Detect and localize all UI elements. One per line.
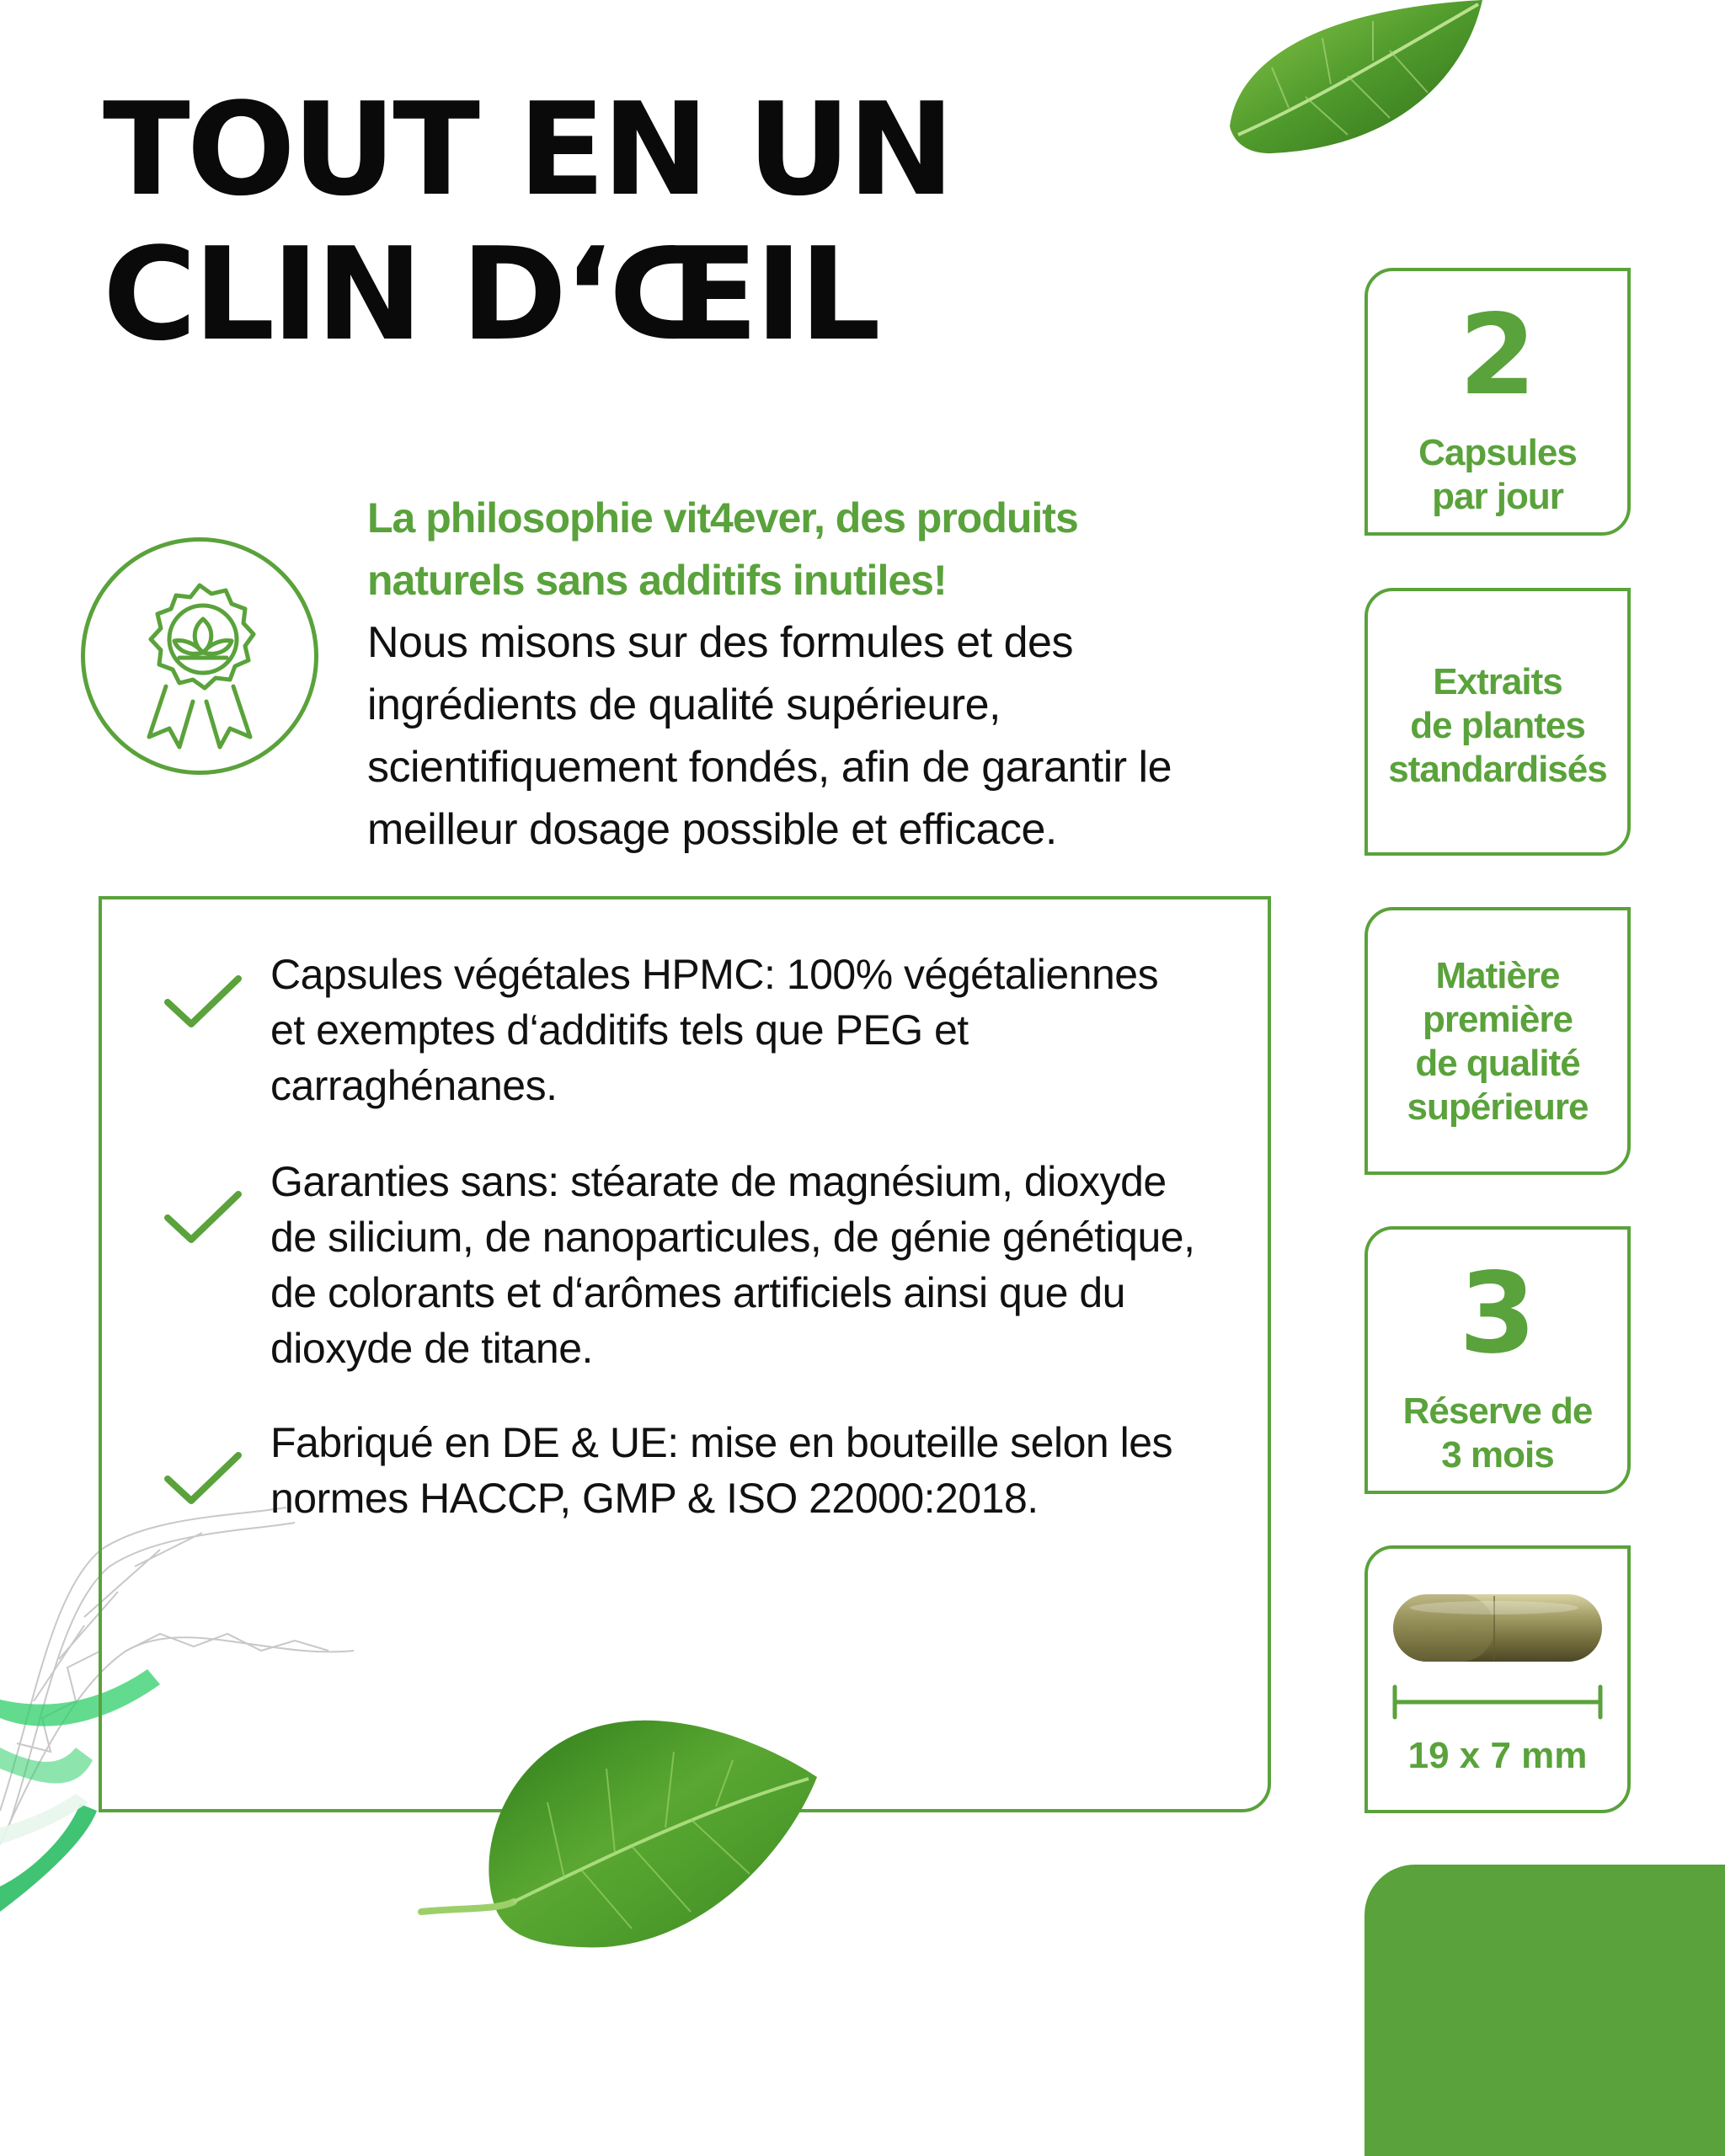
reserve-number: 3 xyxy=(1459,1249,1536,1379)
quality-label-line: première xyxy=(1423,999,1573,1040)
quality-label-line: supérieure xyxy=(1407,1086,1589,1128)
feature-text xyxy=(270,1415,1222,1526)
quality-label-line: Matière xyxy=(1435,955,1560,996)
feature-line: Capsules végétales HPMC: 100% végétaliennes xyxy=(270,951,1159,998)
leaf-image-bottom xyxy=(413,1701,825,1962)
info-box-capsule-size xyxy=(1365,1545,1631,1813)
capsules-count: 2 xyxy=(1459,291,1536,420)
feature-text xyxy=(270,947,1222,1113)
philosophy-body-line: Nous misons sur des formules et des xyxy=(367,618,1073,667)
philosophy-body-line: ingrédients de qualité supérieure, xyxy=(367,680,1001,729)
philosophy-body xyxy=(367,611,1285,861)
philosophy-body-line: meilleur dosage possible et efficace. xyxy=(367,805,1057,854)
checkmark-icon xyxy=(163,1187,243,1248)
award-rosette-leaf-icon xyxy=(85,542,314,771)
title-line-1: TOUT EN UN xyxy=(103,75,952,224)
leaf-image-top xyxy=(1213,0,1491,160)
reserve-label-line: 3 mois xyxy=(1441,1434,1554,1476)
capsule-size-label: 19 x 7 mm xyxy=(1407,1735,1588,1776)
award-badge xyxy=(81,537,318,775)
feature-line: de colorants et d‘arômes artificiels ainsi que du xyxy=(270,1269,1125,1316)
philosophy-body-line: scientifiquement fondés, afin de garantir le xyxy=(367,743,1172,792)
info-box-quality xyxy=(1365,907,1631,1175)
philosophy-title-line: La philosophie vit4ever, des produits xyxy=(367,494,1078,542)
philosophy-title-line: naturels sans additifs inutiles! xyxy=(367,557,947,604)
philosophy-title xyxy=(367,487,1285,611)
extracts-label-line: Extraits xyxy=(1433,661,1562,702)
feature-line: de silicium, de nanoparticules, de génie génétique, xyxy=(270,1214,1195,1261)
info-box-capsules xyxy=(1365,268,1631,536)
checkmark-icon xyxy=(163,1449,243,1509)
info-box-reserve xyxy=(1365,1226,1631,1494)
info-box-extracts xyxy=(1365,588,1631,856)
green-accent-block xyxy=(1365,1865,1725,2156)
capsules-label-line: par jour xyxy=(1432,476,1563,517)
feature-line: dioxyde de titane. xyxy=(270,1325,593,1372)
reserve-label-line: Réserve de xyxy=(1402,1390,1593,1432)
feature-line: Garanties sans: stéarate de magnésium, dioxyde xyxy=(270,1158,1167,1205)
philosophy-section xyxy=(367,487,1285,861)
capsules-label-line: Capsules xyxy=(1418,432,1577,473)
feature-line: et exemptes d‘additifs tels que PEG et xyxy=(270,1006,969,1054)
title-line-2: CLIN D‘ŒIL xyxy=(103,220,878,369)
extracts-label-line: de plantes xyxy=(1410,705,1585,746)
feature-line: Fabriqué en DE & UE: mise en bouteille selon les xyxy=(270,1419,1173,1466)
checkmark-icon xyxy=(163,972,243,1033)
feature-text xyxy=(270,1154,1222,1376)
extracts-label-line: standardisés xyxy=(1388,749,1607,790)
features-box xyxy=(99,896,1271,1812)
feature-line: carraghénanes. xyxy=(270,1062,558,1109)
feature-line: normes HACCP, GMP & ISO 22000:2018. xyxy=(270,1475,1039,1522)
page-title xyxy=(103,77,952,367)
quality-label-line: de qualité xyxy=(1415,1043,1580,1084)
